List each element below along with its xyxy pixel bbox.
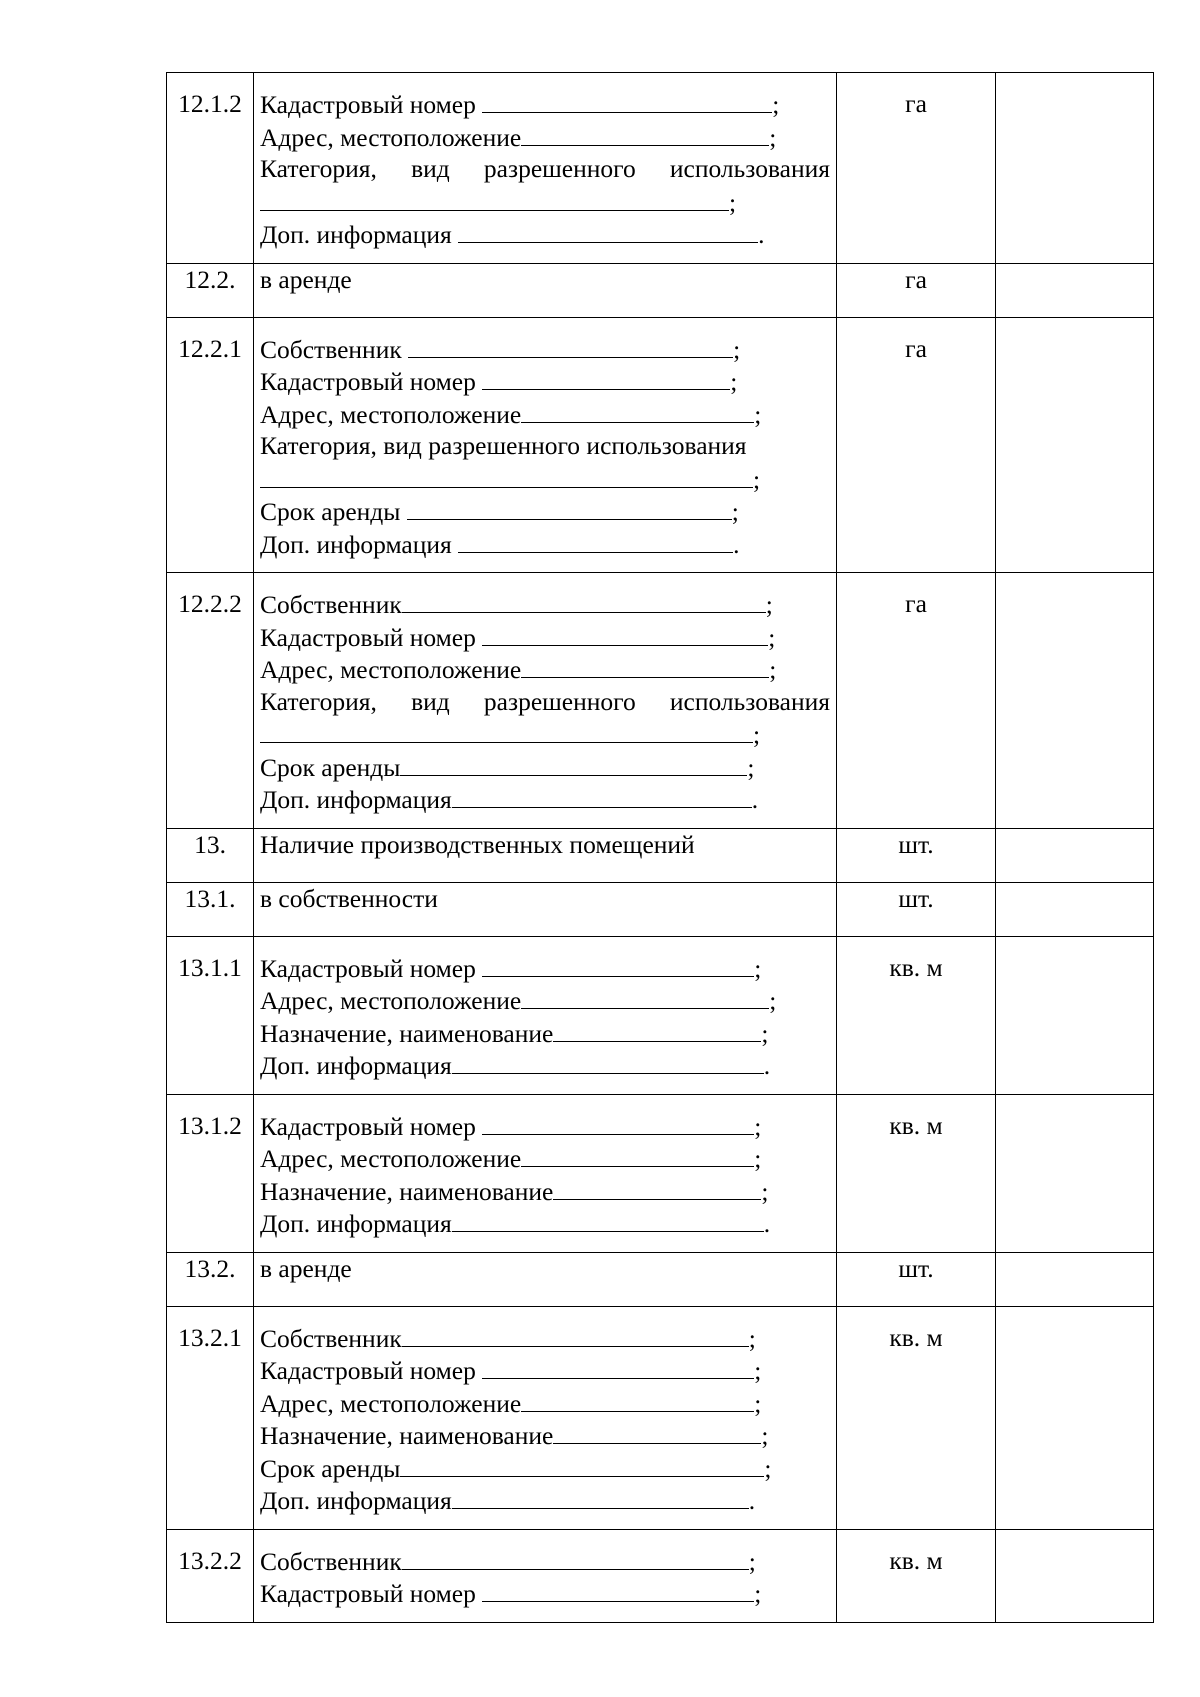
description-word: вид [411,686,450,716]
field-terminator: . [763,1051,771,1080]
unit-text: га [905,264,927,294]
fill-in-line [260,783,830,816]
description-line [260,430,830,463]
field-terminator: . [733,529,740,559]
fill-in-line [260,1142,830,1175]
field-label: Адрес, местоположение [260,399,522,429]
blank-field[interactable] [408,333,733,358]
field-label: Назначение, наименование [260,1018,554,1048]
fill-in-line [260,333,830,366]
row-description [254,1306,837,1529]
row-number [167,1252,254,1306]
row-description [254,1252,837,1306]
row-number [167,263,254,317]
field-terminator: ; [764,1453,772,1483]
field-terminator: ; [761,1176,769,1206]
field-label: Кадастровый номер [260,622,483,652]
field-label: Адрес, местоположение [260,122,522,152]
table-row [167,317,1154,573]
form-table [166,72,1154,1623]
value-cell[interactable] [996,936,1154,1094]
description-text: Категория, вид разрешенного использования [260,431,747,460]
unit-text: шт. [898,883,934,913]
value-cell[interactable] [996,73,1154,264]
field-terminator: ; [729,187,737,217]
blank-field[interactable] [521,1142,754,1167]
description-line [260,264,830,297]
fill-in-line [260,528,830,561]
table-row [167,263,1154,317]
fill-in-line [260,718,830,751]
row-description [254,882,837,936]
table-row [167,1529,1154,1622]
value-cell[interactable] [996,1094,1154,1252]
blank-field[interactable] [482,1110,754,1135]
row-description [254,263,837,317]
description-word: использования [669,686,830,716]
fill-in-line [260,1419,830,1452]
unit-text: кв. м [889,952,943,982]
field-label: Собственник [260,334,409,364]
row-unit [837,882,996,936]
fill-in-line [260,1207,830,1240]
fill-in-line [260,952,830,985]
row-number-text: 13.2.1 [178,1322,242,1352]
row-number [167,1306,254,1529]
field-label: Кадастровый номер [260,1356,483,1385]
field-terminator: ; [765,590,773,619]
fill-in-line [260,1545,830,1578]
row-number [167,73,254,264]
fill-in-line [260,751,830,784]
value-cell[interactable] [996,882,1154,936]
field-terminator: ; [754,1579,762,1608]
field-label: Собственник [260,1546,402,1576]
value-cell[interactable] [996,263,1154,317]
field-terminator: ; [769,122,777,152]
table-row [167,882,1154,936]
fill-in-line [260,121,830,154]
fill-in-line [260,1354,830,1387]
row-unit [837,1306,996,1529]
blank-field[interactable] [260,463,753,488]
blank-field[interactable] [400,751,747,776]
blank-field[interactable] [521,653,769,678]
row-unit [837,828,996,882]
description-text: в аренде [260,264,352,294]
description-line [260,883,830,916]
table-row [167,1094,1154,1252]
row-unit [837,1094,996,1252]
field-terminator: ; [748,1323,756,1353]
fill-in-line [260,1110,830,1143]
field-label: Адрес, местоположение [260,1144,522,1173]
fill-in-line [260,588,830,621]
blank-field[interactable] [482,365,730,390]
fill-in-line [260,365,830,398]
value-cell[interactable] [996,1252,1154,1306]
fill-in-line [260,1452,830,1485]
row-number [167,1529,254,1622]
row-unit [837,936,996,1094]
description-word: разрешенного [483,686,636,716]
table-body [167,73,1154,1623]
row-number-text: 13.2. [184,1253,236,1283]
field-terminator: . [758,220,765,249]
field-terminator: ; [754,399,762,429]
table-row [167,573,1154,829]
blank-field[interactable] [458,528,733,553]
field-terminator: ; [747,752,755,782]
row-number-text: 12.2.1 [178,333,242,363]
row-number [167,882,254,936]
field-terminator: ; [754,953,762,983]
row-description [254,317,837,573]
field-label: Срок аренды [260,752,401,782]
row-description [254,1529,837,1622]
description-line [260,1253,830,1286]
row-unit [837,1529,996,1622]
fill-in-line [260,88,830,121]
row-number-text: 12.2. [184,264,236,294]
blank-field[interactable] [458,218,758,243]
blank-field[interactable] [482,952,754,977]
blank-field[interactable] [402,588,766,613]
row-description [254,573,837,829]
fill-in-line [260,463,830,496]
description-word: вид [411,154,450,183]
row-unit [837,73,996,264]
fill-in-line [260,218,830,251]
field-label: Кадастровый номер [260,90,483,119]
table-row [167,1252,1154,1306]
value-cell[interactable] [996,1306,1154,1529]
field-label: Назначение, наименование [260,1421,554,1450]
row-number-text: 13.2.2 [178,1545,242,1575]
blank-field[interactable] [452,783,752,808]
field-terminator: ; [753,720,761,749]
blank-field[interactable] [521,398,754,423]
field-label: Кадастровый номер [260,367,483,396]
field-terminator: . [763,1209,771,1238]
row-number [167,317,254,573]
unit-text: кв. м [889,1110,943,1140]
field-label: Доп. информация [260,529,459,559]
row-description [254,73,837,264]
field-terminator: . [748,1486,756,1515]
field-label: Собственник [260,1323,402,1353]
field-label: Доп. информация [260,220,459,249]
row-description [254,936,837,1094]
fill-in-line [260,621,830,654]
field-terminator: ; [769,986,777,1015]
fill-in-line [260,1387,830,1420]
description-text: в собственности [260,883,438,913]
field-terminator: ; [772,90,780,119]
fill-in-line [260,1049,830,1082]
field-terminator: ; [769,655,777,684]
blank-field[interactable] [482,1354,754,1379]
field-terminator: ; [754,1111,762,1141]
blank-field[interactable] [521,984,769,1009]
row-number [167,1094,254,1252]
fill-in-line [260,1175,830,1208]
table-row [167,936,1154,1094]
blank-field[interactable] [260,186,729,211]
field-terminator: . [751,785,759,814]
unit-text: га [905,333,927,363]
row-unit [837,573,996,829]
field-terminator: ; [731,497,739,526]
value-cell[interactable] [996,573,1154,829]
row-number-text: 13.1. [184,883,236,913]
blank-field[interactable] [402,1322,749,1347]
field-terminator: ; [754,1144,762,1173]
blank-field[interactable] [553,1419,761,1444]
description-line [260,686,830,719]
blank-field[interactable] [407,495,732,520]
fill-in-line [260,653,830,686]
field-terminator: ; [761,1018,769,1048]
fill-in-line [260,1322,830,1355]
blank-field[interactable] [553,1175,761,1200]
description-word: разрешенного [483,154,636,183]
field-terminator: ; [768,622,776,652]
field-label: Адрес, местоположение [260,986,522,1015]
blank-field[interactable] [553,1017,761,1042]
row-number-text: 13.1.2 [178,1110,242,1140]
field-label: Кадастровый номер [260,953,483,983]
row-number-text: 12.2.2 [178,589,242,618]
description-word: использования [669,154,830,183]
table-row [167,1306,1154,1529]
blank-field[interactable] [402,1545,749,1570]
blank-field[interactable] [482,621,768,646]
field-label: Доп. информация [260,1051,452,1080]
unit-text: кв. м [889,1545,943,1575]
fill-in-line [260,186,830,219]
description-line [260,153,830,186]
blank-field[interactable] [452,1484,749,1509]
row-number-text: 13. [194,829,226,859]
field-terminator: ; [748,1546,756,1576]
fill-in-line [260,1577,830,1610]
row-unit [837,263,996,317]
field-label: Собственник [260,590,402,619]
field-label: Кадастровый номер [260,1579,483,1608]
fill-in-line [260,398,830,431]
blank-field[interactable] [400,1452,764,1477]
field-label: Срок аренды [260,1453,401,1483]
field-label: Назначение, наименование [260,1176,554,1206]
row-unit [837,1252,996,1306]
fill-in-line [260,1484,830,1517]
field-terminator: ; [730,367,738,396]
field-terminator: ; [754,1356,762,1385]
field-terminator: ; [761,1421,769,1450]
field-label: Доп. информация [260,1486,452,1515]
field-label: Адрес, местоположение [260,1388,522,1418]
description-word: Категория, [260,686,377,716]
field-label: Доп. информация [260,1209,452,1238]
description-text: Наличие производственных помещений [260,829,695,859]
row-unit [837,317,996,573]
row-number [167,828,254,882]
value-cell[interactable] [996,828,1154,882]
value-cell[interactable] [996,1529,1154,1622]
row-number [167,573,254,829]
field-terminator: ; [753,464,761,494]
row-number-text: 12.1.2 [178,89,242,118]
unit-text: га [905,89,927,118]
fill-in-line [260,495,830,528]
description-text: в аренде [260,1253,352,1283]
field-label: Адрес, местоположение [260,655,522,684]
value-cell[interactable] [996,317,1154,573]
field-terminator: ; [733,334,741,364]
fill-in-line [260,984,830,1017]
blank-field[interactable] [452,1049,764,1074]
unit-text: шт. [898,829,934,859]
blank-field[interactable] [521,1387,754,1412]
field-label: Доп. информация [260,785,452,814]
row-description [254,828,837,882]
description-line [260,829,830,862]
unit-text: шт. [898,1253,934,1283]
blank-field[interactable] [260,718,753,743]
unit-text: кв. м [889,1322,943,1352]
row-number [167,936,254,1094]
description-word: Категория, [260,154,377,183]
blank-field[interactable] [482,1577,754,1602]
fill-in-line [260,1017,830,1050]
field-label: Срок аренды [260,497,407,526]
row-description [254,1094,837,1252]
unit-text: га [905,589,927,618]
field-label: Кадастровый номер [260,1111,483,1141]
row-number-text: 13.1.1 [178,952,242,982]
blank-field[interactable] [452,1207,764,1232]
table-row [167,73,1154,264]
blank-field[interactable] [521,121,769,146]
blank-field[interactable] [482,88,772,113]
table-row [167,828,1154,882]
field-terminator: ; [754,1388,762,1418]
